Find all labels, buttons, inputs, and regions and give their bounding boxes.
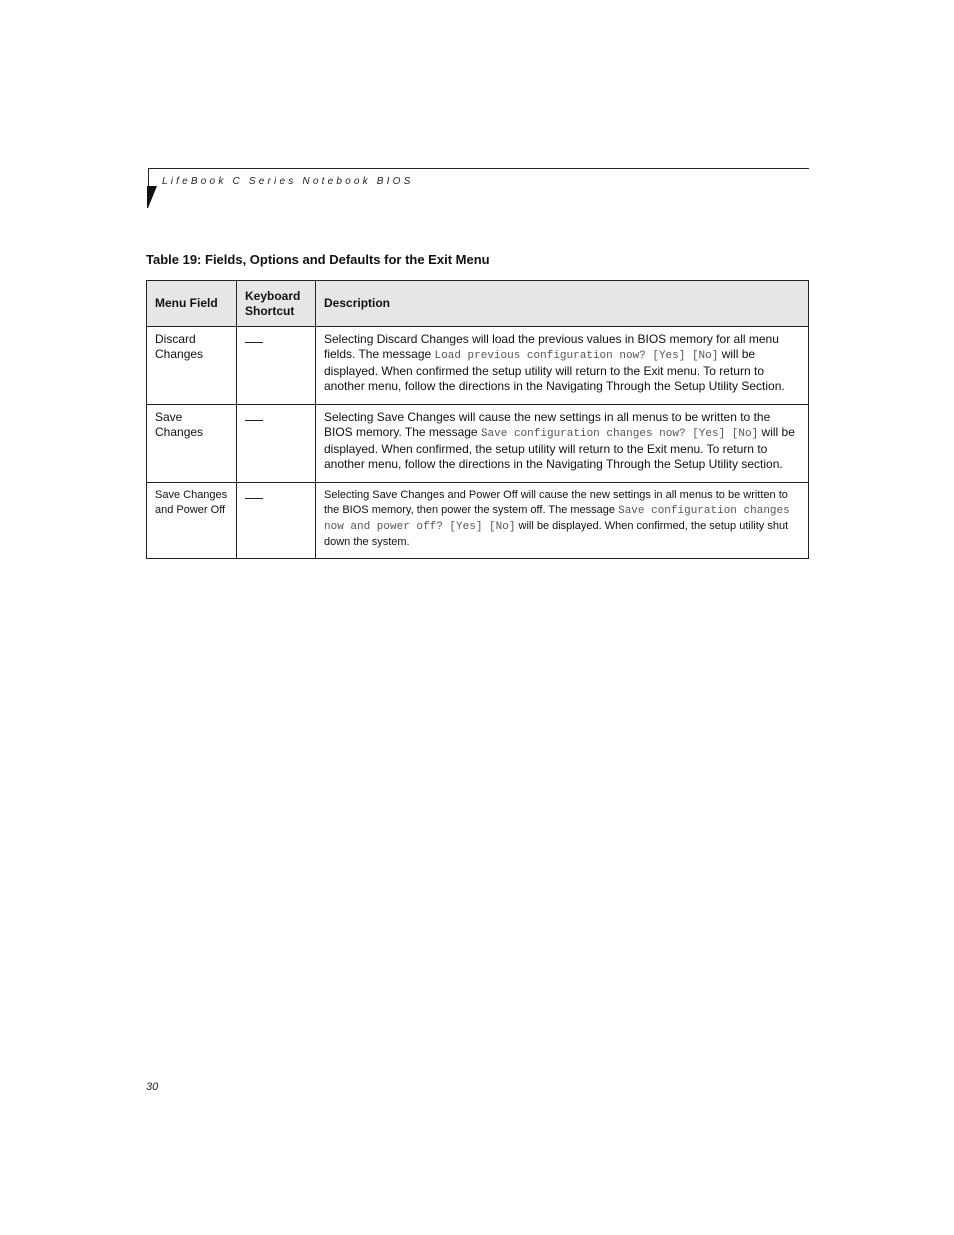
table-row <box>147 483 809 559</box>
message-code: Save configuration changes now? [Yes] [No] <box>480 428 759 440</box>
table-row <box>147 327 809 405</box>
menu-field-cell: Save Changes <box>147 405 237 483</box>
message-code: Load previous configuration now? [Yes] [No] <box>434 350 719 362</box>
shortcut-cell <box>237 483 316 559</box>
menu-field-cell: Discard Changes <box>147 327 237 405</box>
exit-menu-table <box>146 280 809 559</box>
column-header-keyboard-shortcut: Keyboard Shortcut <box>237 281 316 327</box>
description-text-after: will be displayed. When confirmed, the setup utility will return to the Exit menu. To return to another menu, follow the directions in the Navigating Through the Setup Utility section. <box>324 425 795 471</box>
description-text-after: will be displayed. When confirmed, the setup utility shut down the system. <box>324 520 789 548</box>
description-cell <box>316 483 809 559</box>
header-wedge-icon <box>147 186 159 210</box>
page-number: 30 <box>146 1081 159 1093</box>
column-header-description: Description <box>316 281 809 327</box>
shortcut-dash <box>245 498 263 499</box>
shortcut-cell <box>237 405 316 483</box>
header-rule <box>148 168 809 169</box>
running-head: LifeBook C Series Notebook BIOS <box>162 176 414 187</box>
table-title: Table 19: Fields, Options and Defaults for the Exit Menu <box>146 252 490 267</box>
message-code: Save configuration changes now and power off? [Yes] [No] <box>324 505 797 533</box>
description-text: Selecting Save Changes will cause the new settings in all menus to be written to the BIOS memory. The message <box>324 410 771 439</box>
description-text: Selecting Discard Changes will load the previous values in BIOS memory for all menu fields. The message <box>324 332 779 361</box>
description-cell <box>316 327 809 405</box>
menu-field-cell: Save Changes and Power Off <box>147 483 237 559</box>
column-header-menu-field: Menu Field <box>147 281 237 327</box>
table-row <box>147 405 809 483</box>
description-text-after: will be displayed. When confirmed the setup utility will return to the Exit menu. To return to another menu, follow the directions in the Navigating Through the Setup Utility Section. <box>324 347 785 393</box>
shortcut-dash <box>245 342 263 343</box>
description-text: Selecting Save Changes and Power Off will cause the new settings in all menus to be written to the BIOS memory, then power the system off. The message <box>324 489 788 516</box>
table-header-row <box>147 281 809 327</box>
shortcut-dash <box>245 420 263 421</box>
shortcut-cell <box>237 327 316 405</box>
description-cell <box>316 405 809 483</box>
